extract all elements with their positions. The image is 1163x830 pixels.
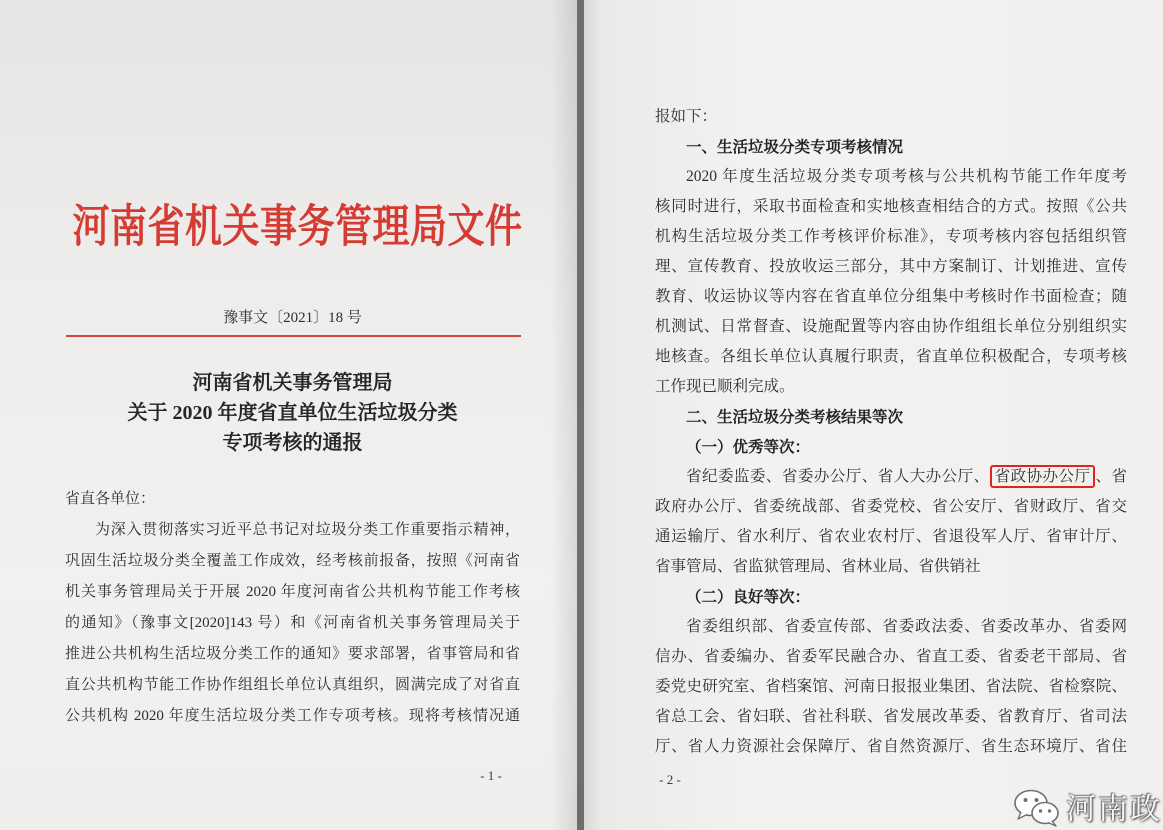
page-2 [584,0,1163,830]
body-line: 工作现已顺利完成。 [655,378,795,395]
excellent-list-line: 省事管局、省监狱管理局、省林业局、省供销社 [655,558,981,575]
good-list-line: 省委组织部、省委宣传部、省委政法委、省委改革办、省委网 [686,618,1127,635]
good-list-line: 信办、省委编办、省委军民融合办、省直工委、省委老干部局、省 [655,648,1127,665]
body-line: 教育、收运协议等内容在省直单位分组集中考核时作书面检查；随 [655,288,1127,305]
excellent-grade-heading: （一）优秀等次： [686,438,811,456]
good-grade-heading: （二）良好等次： [686,588,811,606]
title-line: 专项考核的通报 [222,432,363,454]
good-list-line: 厅、省人力资源社会保障厅、省自然资源厅、省生态环境厅、省住 [655,738,1127,755]
page-1 [0,0,577,830]
page-number: - 1 - [480,768,502,783]
body-line: 2020 年度生活垃圾分类专项考核与公共机构节能工作年度考 [686,168,1127,185]
body-line: 为深入贯彻落实习近平总书记对垃圾分类工作重要指示精神， [95,522,520,538]
excellent-list-line [655,462,1127,492]
document-number: 豫事文〔2021〕18 号 [223,310,362,326]
document-header: 河南省机关事务管理局文件 [72,202,523,253]
section-1-heading: 一、生活垃圾分类专项考核情况 [686,138,904,156]
body-line: 直公共机构节能工作协作组组长单位认真组织，圆满完成了对省直 [65,677,520,693]
body-line: 机构生活垃圾分类工作考核评价标准》，专项考核内容包括组织管 [655,228,1127,245]
excellent-line-after: 、省 [1095,468,1127,485]
document-title [65,368,520,458]
good-list-line: 省总工会、省妇联、省社科联、省发展改革委、省教育厅、省司法 [655,708,1127,725]
body-text [655,102,1127,762]
page-number: - 2 - [659,772,681,787]
body-line: 机关事务管理局关于开展 2020 年度河南省公共机构节能工作考核 [65,584,520,600]
body-line: 推进公共机构生活垃圾分类工作的通知》要求部署，省事管局和省 [65,646,520,662]
salutation: 省直各单位： [65,491,156,507]
excellent-line-before: 省纪委监委、省委办公厅、省人大办公厅、 [686,468,990,485]
body-line: 地核查。各组长单位认真履行职责，省直单位积极配合，专项考核 [655,348,1127,365]
good-list-line: 委党史研究室、省档案馆、河南日报报业集团、省法院、省检察院、 [655,678,1127,695]
body-line: 巩固生活垃圾分类全覆盖工作成效，经考核前报备，按照《河南省 [65,553,520,569]
body-line: 的通知》（豫事文[2020]143 号）和《河南省机关事务管理局关于 [65,615,520,631]
body-text [65,484,520,732]
excellent-list-line: 通运输厅、省水利厅、省农业农村厅、省退役军人厅、省审计厅、 [655,528,1127,545]
body-line: 公共机构 2020 年度生活垃圾分类工作专项考核。现将考核情况通 [65,708,520,724]
section-2-heading: 二、生活垃圾分类考核结果等次 [686,408,904,426]
body-line: 理、宣传教育、投放收运三部分，其中方案制订、计划推进、宣传 [655,258,1127,275]
excellent-list-line: 政府办公厅、省委统战部、省委党校、省公安厅、省财政厅、省交 [655,498,1127,515]
watermark-text: 河南政 [1066,792,1162,827]
body-line: 机测试、日常督查、设施配置等内容由协作组组长单位分别组织实 [655,318,1127,335]
highlight-box: 省政协办公厅 [990,465,1096,488]
title-line: 河南省机关事务管理局 [192,372,393,394]
title-line: 关于 2020 年度省直单位生活垃圾分类 [127,402,458,424]
body-line: 核同时进行，采取书面检查和实地核查相结合的方式。按照《公共 [655,198,1127,215]
wechat-icon [1012,788,1062,828]
red-divider-line [66,335,521,337]
continuation-line: 报如下： [655,108,718,125]
